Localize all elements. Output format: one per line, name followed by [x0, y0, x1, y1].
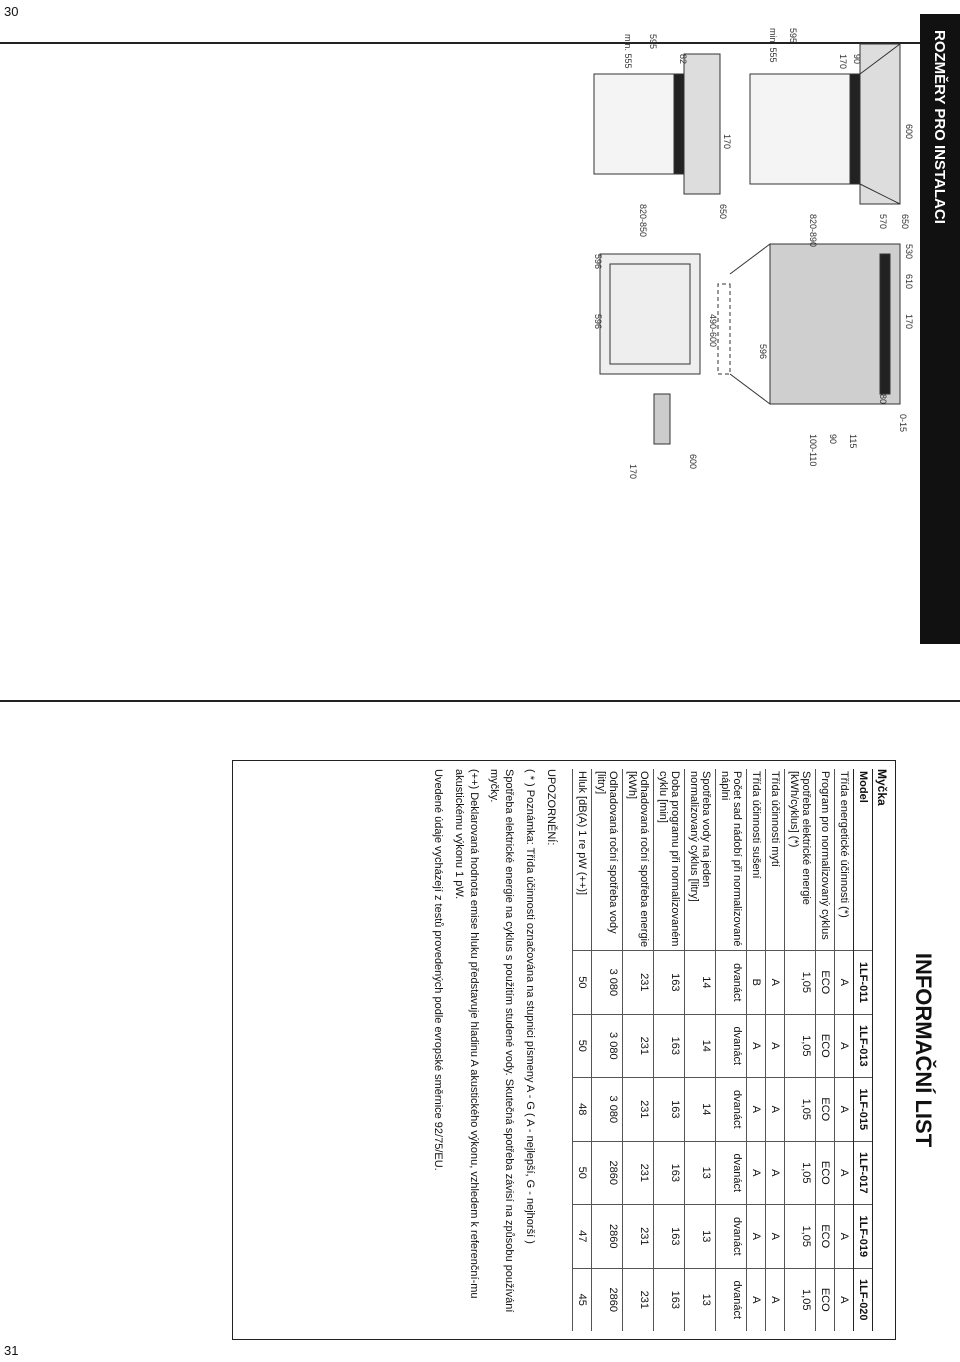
row-value: 231 — [623, 1014, 654, 1077]
row-value: A — [747, 1141, 766, 1204]
notes-note-1: ( * ) Poznámka: Třída účinnosti označována na stupnici písmeny A - G ( A - nejlepší, G - nejhorší ) — [524, 769, 537, 1244]
row-value: 1,05 — [785, 1014, 816, 1077]
dimension-label: 80 — [878, 394, 888, 405]
installation-title: ROZMĚRY PRO INSTALACI — [920, 14, 960, 644]
table-row — [835, 769, 854, 1331]
row-value: A — [747, 1268, 766, 1331]
row-value: 14 — [685, 1014, 716, 1077]
row-value: dvanáct — [716, 1078, 747, 1141]
dimension-label: 596 — [593, 254, 603, 270]
row-value: A — [835, 1141, 854, 1204]
row-value: 1,05 — [785, 1268, 816, 1331]
row-value: ECO — [816, 1078, 835, 1141]
spec-table — [572, 769, 873, 1331]
row-value: A — [835, 1014, 854, 1077]
dimension-label: 82 — [678, 54, 688, 65]
row-value: 45 — [573, 1268, 592, 1331]
dimension-label: 115 — [848, 434, 858, 449]
installation-diagram — [580, 14, 920, 644]
dimension-label: 0-15 — [898, 414, 908, 433]
information-sheet-page — [224, 760, 944, 1340]
dimension-label: 170 — [838, 54, 848, 70]
row-value: 231 — [623, 951, 654, 1014]
row-value: 231 — [623, 1078, 654, 1141]
dimension-label: 90 — [852, 54, 862, 65]
installation-drawings — [580, 14, 920, 644]
drawing-panel — [600, 254, 700, 444]
dimension-label: 610 — [904, 274, 914, 290]
row-value: 163 — [654, 1141, 685, 1204]
row-value: 47 — [573, 1205, 592, 1268]
header-model-col: 1LF-011 — [854, 951, 873, 1014]
row-label: Odhadovaná roční spotřeba energie [kWh] — [623, 769, 654, 951]
dimension-label: 650 — [718, 204, 728, 220]
row-value: 163 — [654, 1014, 685, 1077]
row-value: 2860 — [592, 1141, 623, 1204]
dimension-label: 596 — [593, 314, 603, 330]
row-value: A — [766, 1078, 785, 1141]
row-value: A — [766, 951, 785, 1014]
row-label: Odhadovaná roční spotřeba vody [litry] — [592, 769, 623, 951]
dimension-label: 170 — [722, 134, 732, 150]
row-value: 231 — [623, 1205, 654, 1268]
dimension-label: min. 555 — [768, 28, 778, 63]
row-value: A — [835, 1268, 854, 1331]
sheet-heading: Myčka — [875, 769, 889, 806]
dimension-label: 100-110 — [808, 434, 818, 467]
table-row — [654, 769, 685, 1331]
drawing-cabinet-1 — [750, 44, 900, 204]
row-value: ECO — [816, 1268, 835, 1331]
table-row — [685, 769, 716, 1331]
drawing-cabinet-2 — [594, 54, 720, 194]
notes-section — [430, 769, 558, 1331]
row-value: 231 — [623, 1268, 654, 1331]
table-row — [816, 769, 835, 1331]
row-value: A — [766, 1014, 785, 1077]
dimension-label: 596 — [758, 344, 768, 360]
header-model-col: 1LF-015 — [854, 1078, 873, 1141]
row-value: 2860 — [592, 1268, 623, 1331]
row-value: A — [747, 1205, 766, 1268]
row-value: dvanáct — [716, 1014, 747, 1077]
dimension-label: min. 555 — [623, 34, 633, 69]
dimension-label: 595 — [788, 28, 798, 44]
row-label: Program pro normalizovaný cyklus — [816, 769, 835, 951]
row-value: A — [835, 1205, 854, 1268]
row-label: Doba programu při normalizovaném cyklu [min] — [654, 769, 685, 951]
row-value: 163 — [654, 1268, 685, 1331]
header-model-col: 1LF-020 — [854, 1268, 873, 1331]
dimension-label: 600 — [904, 124, 914, 140]
dimension-label: 820-850 — [638, 204, 648, 238]
installation-page — [580, 14, 960, 644]
row-value: 3 080 — [592, 1014, 623, 1077]
row-value: A — [766, 1205, 785, 1268]
row-value: A — [766, 1268, 785, 1331]
row-value: 50 — [573, 1141, 592, 1204]
row-value: 3 080 — [592, 1078, 623, 1141]
header-model-col: 1LF-019 — [854, 1205, 873, 1268]
row-value: 13 — [685, 1205, 716, 1268]
table-row — [716, 769, 747, 1331]
row-value: 14 — [685, 951, 716, 1014]
sheet-title: INFORMAČNÍ LIST — [911, 952, 936, 1148]
row-value: dvanáct — [716, 951, 747, 1014]
row-value: 1,05 — [785, 1205, 816, 1268]
page-number-bottom: 31 — [4, 1343, 19, 1358]
table-row — [592, 769, 623, 1331]
row-value: A — [766, 1141, 785, 1204]
row-label: Hluk [dB(A) 1 re pW (++)] — [573, 769, 592, 951]
spec-table-body — [573, 769, 854, 1331]
dimension-label: 170 — [628, 464, 638, 480]
row-value: 1,05 — [785, 1078, 816, 1141]
row-value: dvanáct — [716, 1268, 747, 1331]
page-rule-middle — [0, 700, 960, 702]
table-row — [747, 769, 766, 1331]
drawing-integrated-1 — [718, 244, 900, 404]
row-label: Třída účinnosti mytí — [766, 769, 785, 951]
row-value: 1,05 — [785, 951, 816, 1014]
row-value: ECO — [816, 951, 835, 1014]
row-value: A — [835, 951, 854, 1014]
row-label: Třída účinnosti sušení — [747, 769, 766, 951]
row-value: 163 — [654, 1078, 685, 1141]
notes-note-4: Uvedené údaje vycházejí z testů provedených podle evropské směrnice 92/75/EU. — [431, 769, 444, 1171]
dimension-label: 600 — [688, 454, 698, 470]
row-value: dvanáct — [716, 1141, 747, 1204]
row-label: Počet sad nádobí při normalizované náplni — [716, 769, 747, 951]
table-row — [766, 769, 785, 1331]
row-value: 13 — [685, 1268, 716, 1331]
row-label: Spotřeba elektrické energie [kWh/cyklus] (*) — [785, 769, 816, 951]
dimension-label: 595 — [648, 34, 658, 50]
row-value: 2860 — [592, 1205, 623, 1268]
row-value: 3 080 — [592, 951, 623, 1014]
notes-warning-title: UPOZORNĚNÍ: — [545, 769, 557, 846]
row-value: ECO — [816, 1141, 835, 1204]
dimension-label: 490-600 — [708, 314, 718, 348]
spec-table-header — [854, 769, 873, 1331]
header-model: Model — [854, 769, 873, 951]
notes-note-2: Spotřeba elektrické energie na cyklus s použitím studené vody. Skutečná spotřeba závisí na způsobu používání myčky. — [488, 769, 516, 1313]
row-value: 231 — [623, 1141, 654, 1204]
dimension-label: 170 — [904, 314, 914, 330]
header-model-col: 1LF-013 — [854, 1014, 873, 1077]
table-row — [785, 769, 816, 1331]
row-value: B — [747, 951, 766, 1014]
dimension-label: 820-890 — [808, 214, 818, 248]
row-value: ECO — [816, 1014, 835, 1077]
row-value: ECO — [816, 1205, 835, 1268]
row-value: 163 — [654, 951, 685, 1014]
row-value: 50 — [573, 951, 592, 1014]
row-label: Spotřeba vody na jeden normalizovaný cyklus [litry] — [685, 769, 716, 951]
table-row — [573, 769, 592, 1331]
row-value: dvanáct — [716, 1205, 747, 1268]
row-value: 163 — [654, 1205, 685, 1268]
row-value: 14 — [685, 1078, 716, 1141]
page-number-top: 30 — [4, 4, 19, 19]
row-label: Třída energetické účinnosti (*) — [835, 769, 854, 951]
row-value: A — [835, 1078, 854, 1141]
dimension-label: 570 — [878, 214, 888, 230]
dimension-label: 90 — [828, 434, 838, 445]
row-value: 50 — [573, 1014, 592, 1077]
row-value: 1,05 — [785, 1141, 816, 1204]
header-model-col: 1LF-017 — [854, 1141, 873, 1204]
notes-note-3: (++) Deklarovaná hodnota emise hluku představuje hladinu A akustického výkonu, vzhledem k referenční-mu akustickému výkonu 1 pW. — [452, 769, 480, 1299]
dimension-label: 650 — [900, 214, 910, 230]
row-value: A — [747, 1014, 766, 1077]
table-row — [623, 769, 654, 1331]
row-value: 13 — [685, 1141, 716, 1204]
sheet-box — [232, 760, 896, 1340]
dimension-label: 530 — [904, 244, 914, 260]
row-value: 48 — [573, 1078, 592, 1141]
row-value: A — [747, 1078, 766, 1141]
